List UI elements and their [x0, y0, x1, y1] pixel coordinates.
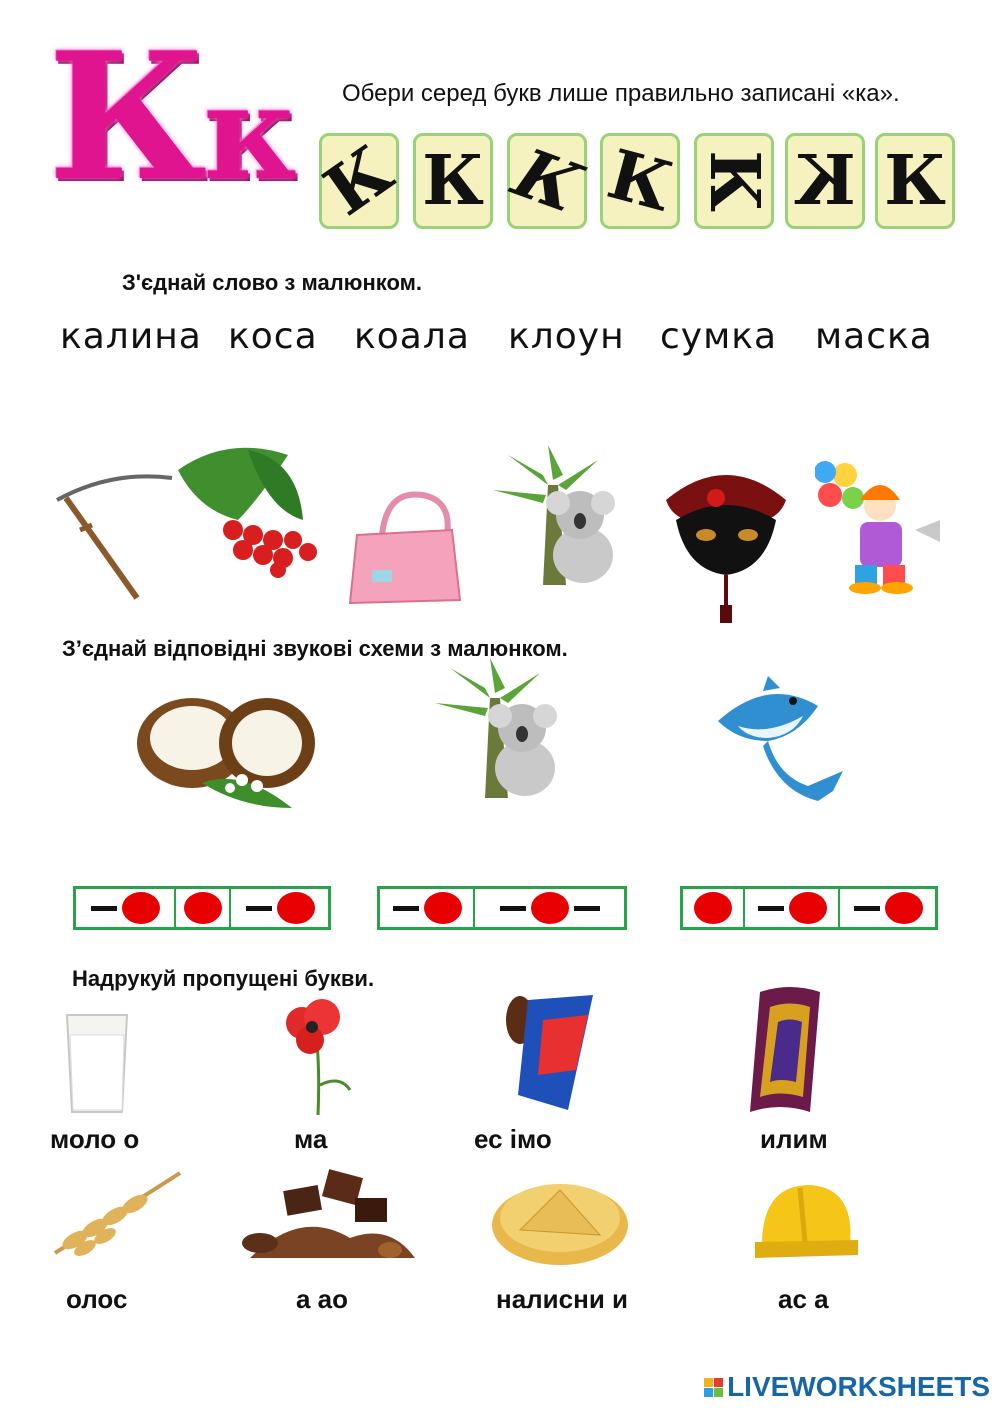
consonant-dash: [574, 906, 600, 911]
fill-word-kolos[interactable]: олос: [66, 1284, 128, 1314]
consonant-dash: [91, 906, 117, 911]
scheme-cell: [683, 889, 745, 927]
letter-tile-1[interactable]: [310, 130, 408, 232]
consonant-dash: [393, 906, 419, 911]
letter-tile-6[interactable]: [785, 133, 865, 229]
section3-heading: Надрукуй пропущені букви.: [72, 966, 375, 991]
consonant-dash: [758, 906, 784, 911]
coconut-image[interactable]: [132, 688, 322, 823]
milk-image: [64, 1010, 130, 1116]
viburnum-image[interactable]: [168, 440, 328, 580]
vowel-dot: [184, 892, 222, 924]
tile-letter: К: [422, 141, 484, 221]
vowel-dot: [531, 892, 569, 924]
scythe-image[interactable]: [52, 470, 182, 605]
sound-scheme-1[interactable]: [73, 886, 331, 930]
tile-letter: К: [494, 136, 600, 226]
word-kalyna[interactable]: калина: [60, 316, 202, 357]
mask-image[interactable]: [656, 460, 796, 625]
word-kloun[interactable]: клоун: [508, 316, 625, 357]
carpet-image: [740, 982, 830, 1117]
koala-image-2[interactable]: [430, 658, 580, 798]
cocoa-image: [240, 1168, 418, 1263]
scheme-cell: [76, 889, 176, 927]
tile-letter: К: [693, 150, 774, 212]
fill-word-eskimo[interactable]: ес імо: [474, 1124, 552, 1154]
helmet-image: [750, 1180, 862, 1265]
scheme-cell: [380, 889, 475, 927]
fill-word-moloko[interactable]: моло о: [50, 1124, 140, 1154]
tile-letter: К: [794, 141, 856, 221]
scheme-cell: [840, 889, 935, 927]
vowel-dot: [122, 892, 160, 924]
big-letter-k: [48, 15, 294, 220]
scheme-cell: [176, 889, 231, 927]
pancakes-image: [490, 1170, 630, 1270]
vowel-dot: [885, 892, 923, 924]
section2-heading: З’єднай відповідні звукові схеми з малюнком.: [62, 636, 568, 661]
fill-word-kylym[interactable]: илим: [760, 1124, 828, 1154]
bag-image[interactable]: [342, 485, 467, 610]
tile-letter: К: [599, 134, 681, 228]
letter-tile-5[interactable]: [694, 133, 774, 229]
big-letter-upper: К: [48, 15, 204, 220]
fill-word-kaska[interactable]: ас а: [778, 1284, 829, 1314]
vowel-dot: [789, 892, 827, 924]
letter-tile-2[interactable]: [413, 133, 493, 229]
consonant-dash: [246, 906, 272, 911]
tile-letter: К: [884, 141, 946, 221]
word-sumka[interactable]: сумка: [660, 316, 778, 357]
vowel-dot: [424, 892, 462, 924]
letter-tile-7[interactable]: [875, 133, 955, 229]
tile-letter: К: [310, 130, 408, 232]
vowel-dot: [277, 892, 315, 924]
section1-heading: З'єднай слово з малюнком.: [122, 270, 423, 295]
word-koala[interactable]: коала: [354, 316, 470, 357]
scheme-cell: [745, 889, 840, 927]
poppy-image: [280, 995, 360, 1115]
fill-word-kakao[interactable]: а ао: [296, 1284, 349, 1314]
instruction-choose-letters: Обери серед букв лише правильно записані «ка».: [342, 80, 900, 107]
consonant-dash: [500, 906, 526, 911]
wheat-image: [50, 1168, 185, 1263]
clown-image[interactable]: [815, 460, 950, 595]
liveworksheets-logo: [704, 1371, 990, 1403]
shark-image[interactable]: [708, 676, 848, 806]
sound-scheme-3[interactable]: [680, 886, 938, 930]
koala-image-1[interactable]: [488, 445, 638, 585]
big-letter-lower: к: [203, 56, 294, 209]
consonant-dash: [854, 906, 880, 911]
logo-icon: [704, 1378, 723, 1397]
fill-word-mak[interactable]: ма: [294, 1124, 328, 1154]
fill-word-nalysnyky[interactable]: налисни и: [496, 1284, 629, 1314]
logo-text: LIVEWORKSHEETS: [727, 1371, 990, 1402]
eskimo-image: [498, 990, 603, 1115]
letter-tile-4[interactable]: [600, 133, 680, 229]
sound-scheme-2[interactable]: [377, 886, 627, 930]
word-maska[interactable]: маска: [815, 316, 933, 357]
vowel-dot: [694, 892, 732, 924]
word-kosa[interactable]: коса: [228, 316, 318, 357]
letter-tile-3[interactable]: [494, 133, 600, 229]
scheme-cell: [475, 889, 624, 927]
scheme-cell: [231, 889, 328, 927]
